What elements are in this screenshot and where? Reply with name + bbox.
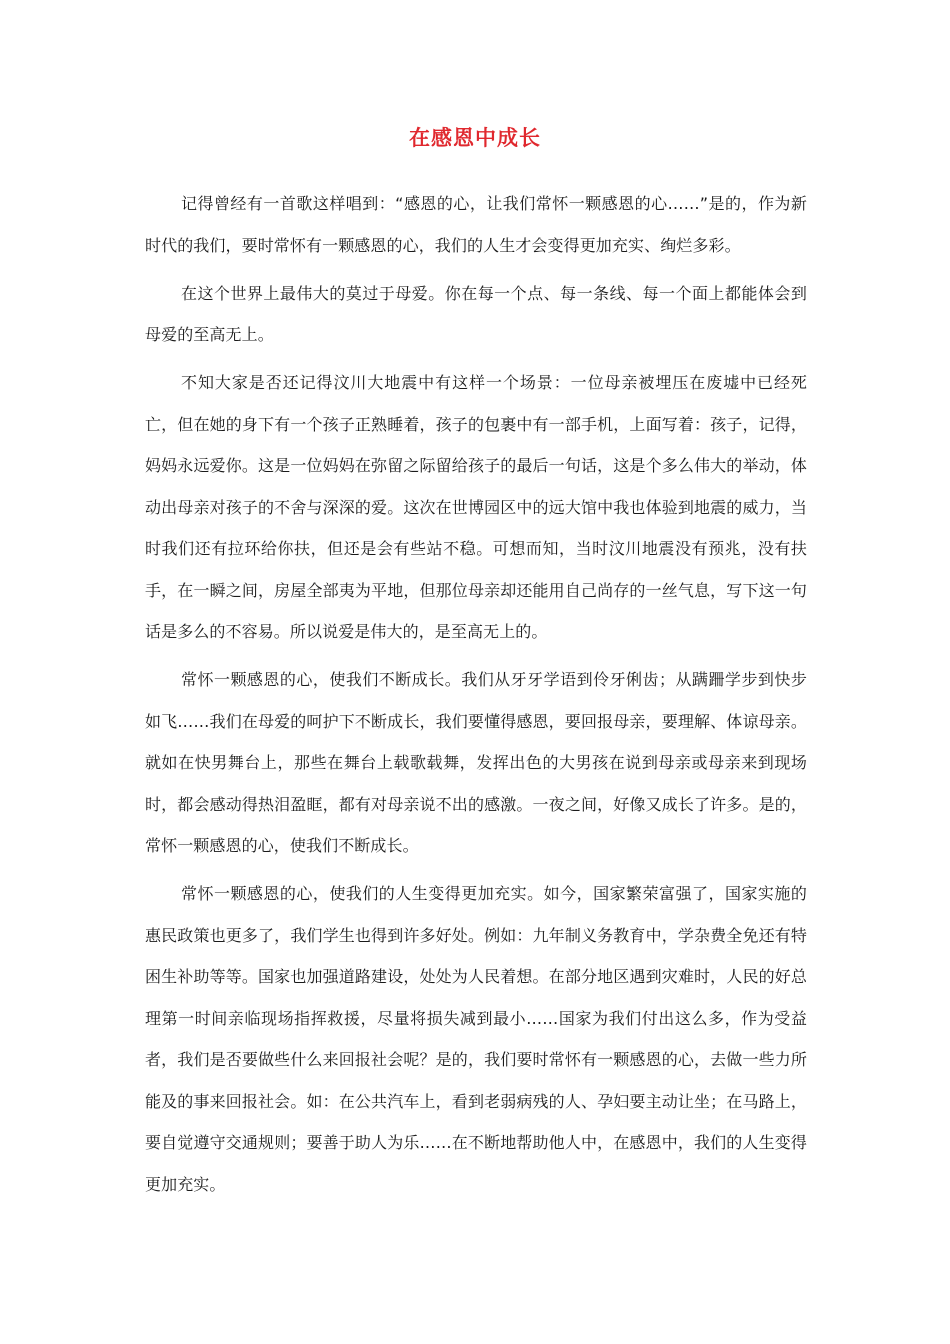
paragraph-5: 常怀一颗感恩的心，使我们的人生变得更加充实。如今，国家繁荣富强了，国家实施的惠民政策也更多了，我们学生也得到许多好处。例如：九年制义务教育中，学杂费全免还有特困生补助等等。国家也加强道路建设，处处为人民着想。在部分地区遇到灾难时，人民的好总理第一时间亲临现场指挥救援，尽量将损失减到最小……国家为我们付出这么多，作为受益者，我们是否要做些什么来回报社会呢？是的，我们要时常怀有一颗感恩的心，去做一些力所能及的事来回报社会。如：在公共汽车上，看到老弱病残的人、孕妇要主动让坐；在马路上，要自觉遵守交通规则；要善于助人为乐……在不断地帮助他人中，在感恩中，我们的人生变得更加充实。 [145,884,807,1194]
document-title: 在感恩中成长 [409,126,541,150]
document-body [145,183,807,1212]
paragraph-3: 不知大家是否还记得汶川大地震中有这样一个场景：一位母亲被埋压在废墟中已经死亡，但在她的身下有一个孩子正熟睡着，孩子的包裹中有一部手机，上面写着：孩子，记得，妈妈永远爱你。这是一位妈妈在弥留之际留给孩子的最后一句话，这是个多么伟大的举动，体动出母亲对孩子的不舍与深深的爱。这次在世博园区中的远大馆中我也体验到地震的威力，当时我们还有拉环给你扶，但还是会有些站不稳。可想而知，当时汶川地震没有预兆，没有扶手，在一瞬之间，房屋全部夷为平地，但那位母亲却还能用自己尚存的一丝气息，写下这一句话是多么的不容易。所以说爱是伟大的，是至高无上的。 [145,373,807,641]
paragraph-4: 常怀一颗感恩的心，使我们不断成长。我们从牙牙学语到伶牙俐齿；从蹒跚学步到快步如飞……我们在母爱的呵护下不断成长，我们要懂得感恩，要回报母亲，要理解、体谅母亲。就如在快男舞台上，那些在舞台上载歌载舞，发挥出色的大男孩在说到母亲或母亲来到现场时，都会感动得热泪盈眶，都有对母亲说不出的感激。一夜之间，好像又成长了许多。是的，常怀一颗感恩的心，使我们不断成长。 [145,670,807,855]
paragraph-2: 在这个世界上最伟大的莫过于母爱。你在每一个点、每一条线、每一个面上都能体会到母爱的至高无上。 [145,283,807,344]
paragraph-1: 记得曾经有一首歌这样唱到：“感恩的心，让我们常怀一颗感恩的心……”是的，作为新时代的我们，要时常怀有一颗感恩的心，我们的人生才会变得更加充实、绚烂多彩。 [145,194,807,255]
